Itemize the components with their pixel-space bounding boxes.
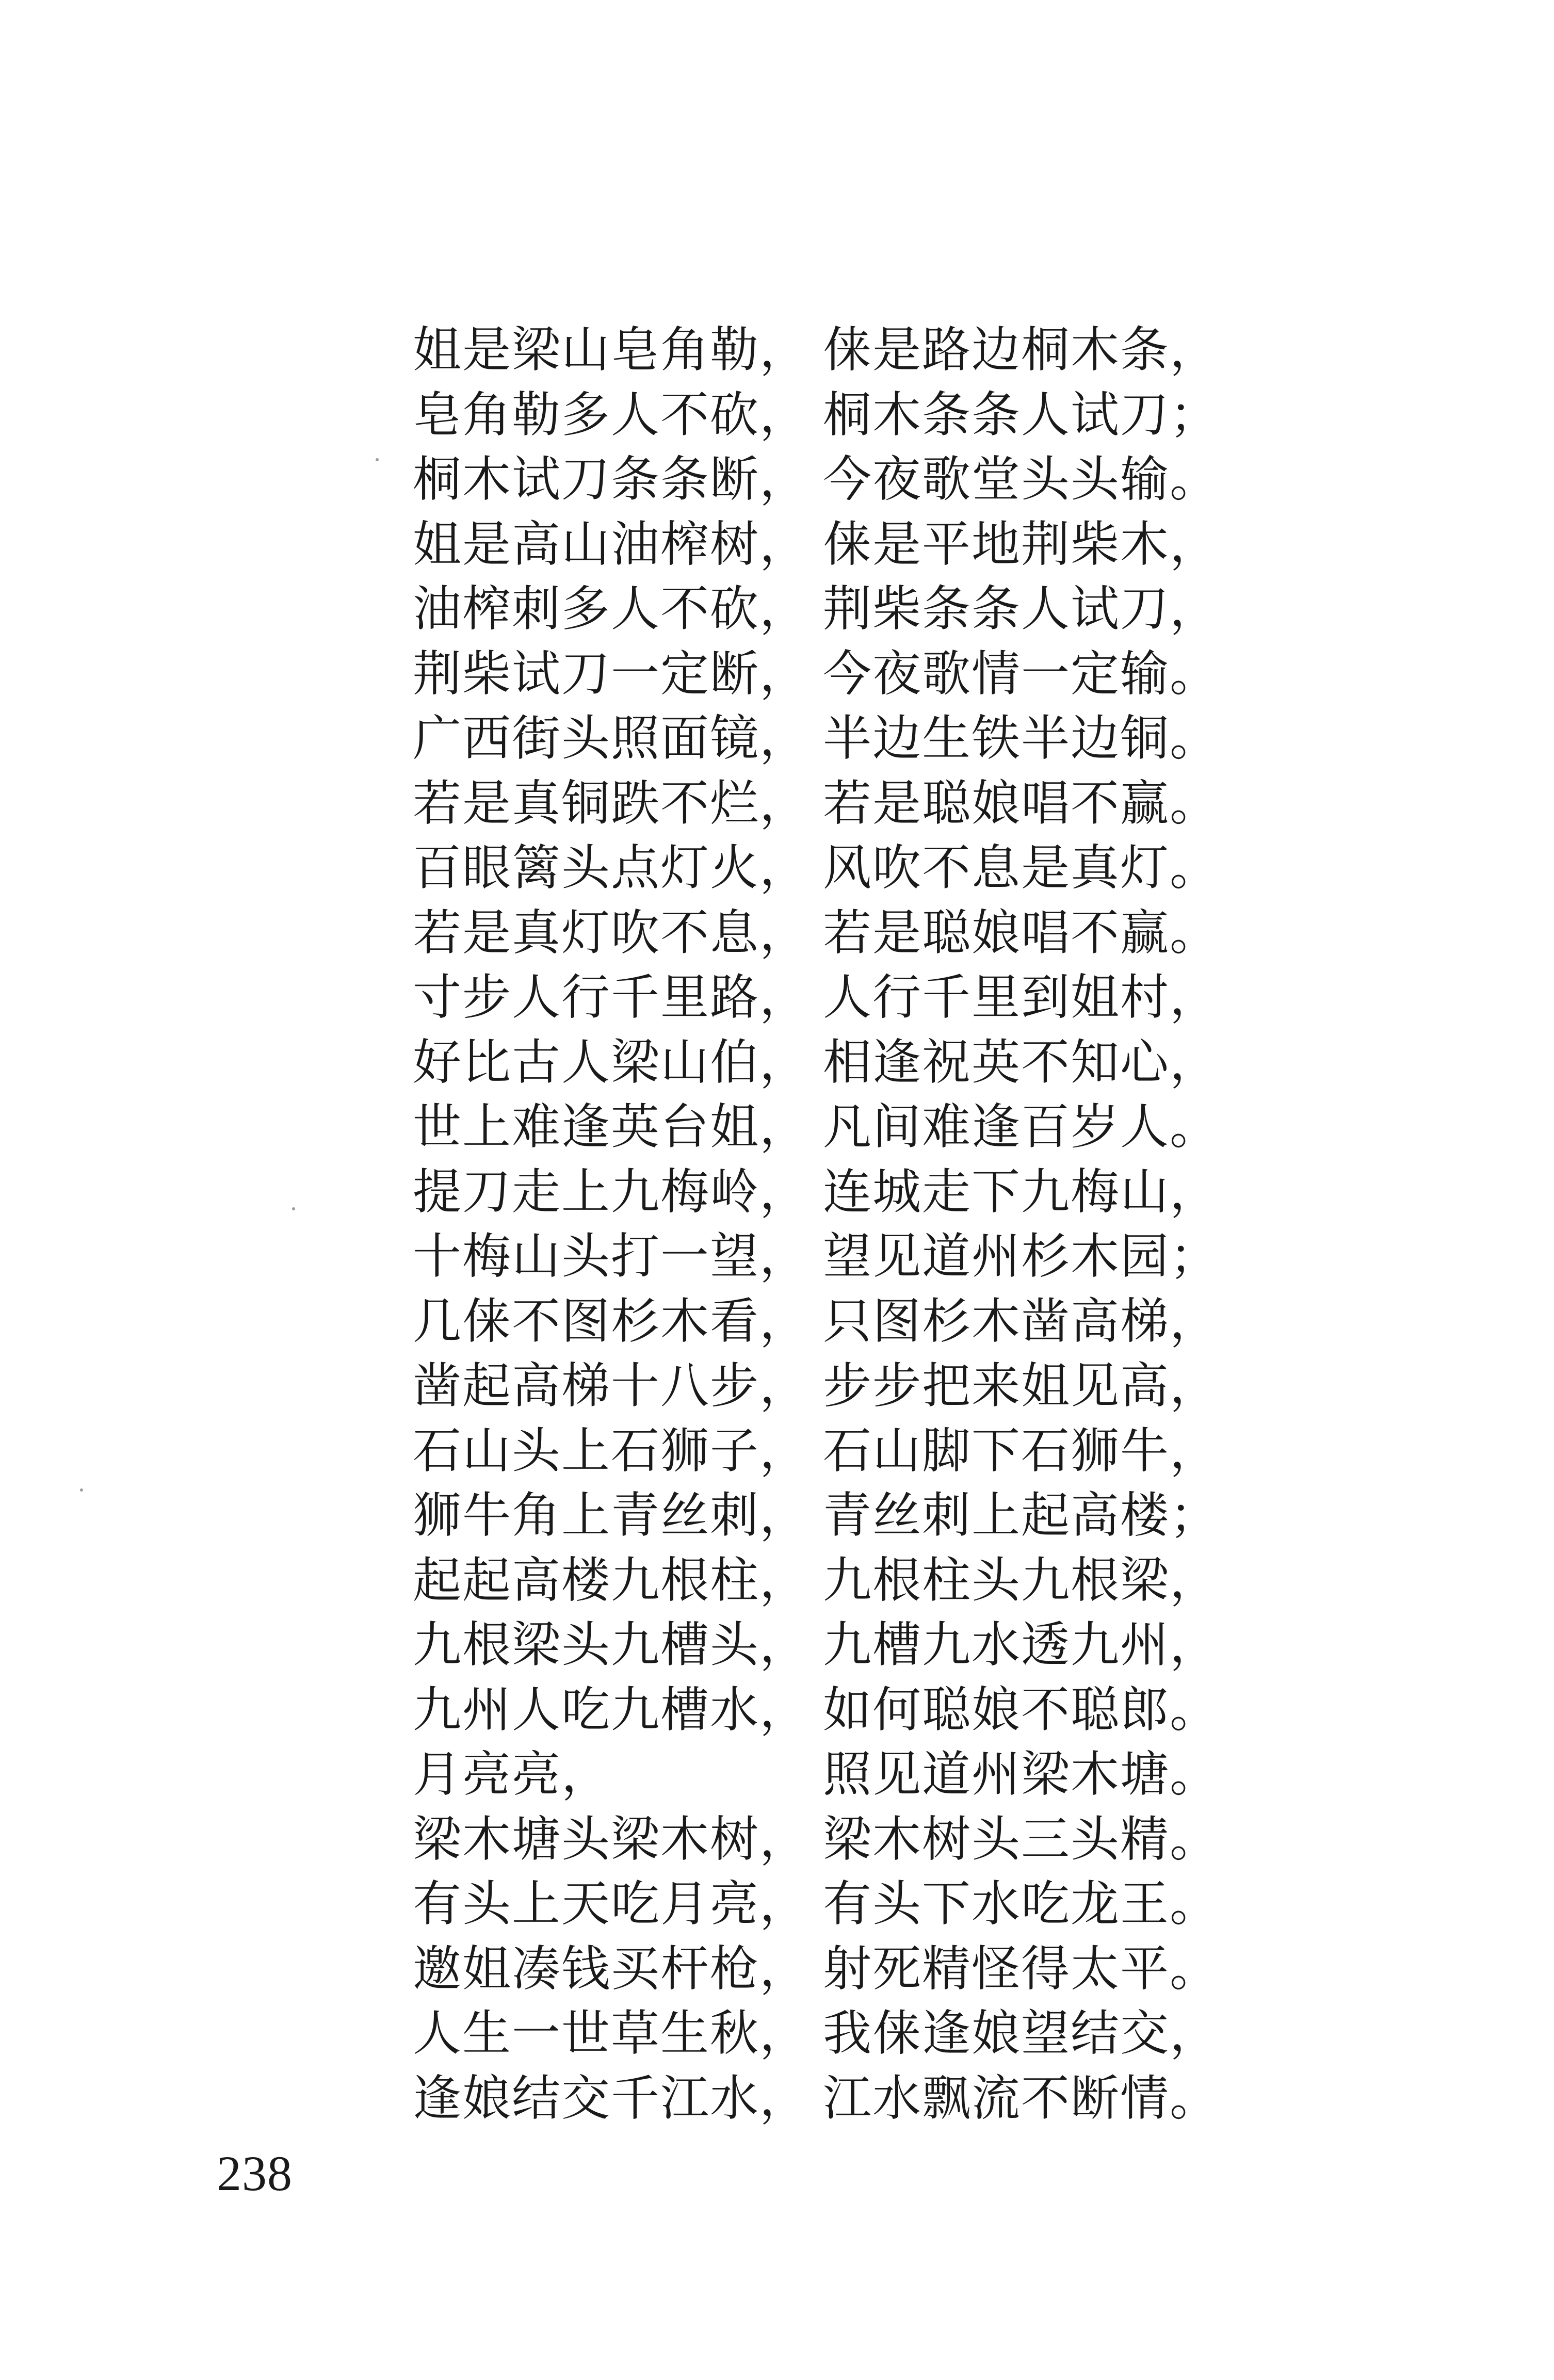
poem-line-left: 逢娘结交千江水， [413, 2070, 810, 2127]
poem-line-right: 梁木树头三头精。 [823, 1811, 1220, 1868]
poem-line-left: 荆柴试刀一定断， [413, 646, 810, 702]
poem-line-right: 射死精怪得太平。 [823, 1941, 1220, 1997]
poem-line-right: 俫是路边桐木条， [823, 322, 1220, 378]
poem-line-right: 青丝刺上起高楼； [823, 1487, 1220, 1544]
scan-speck [292, 1207, 295, 1210]
poem-line-right: 九根柱头九根梁， [823, 1552, 1220, 1609]
poem-line-right: 今夜歌堂头头输。 [823, 451, 1220, 508]
poem-line-right: 风吹不息是真灯。 [823, 840, 1220, 896]
poem-line-left: 十梅山头打一望， [413, 1228, 810, 1285]
poem-line-right: 连城走下九梅山， [823, 1164, 1220, 1220]
poem-line-left: 皂角勒多人不砍， [413, 387, 810, 443]
poem-line-left: 提刀走上九梅岭， [413, 1164, 810, 1220]
poem-line-left: 九州人吃九槽水， [413, 1682, 810, 1738]
poem-line-right: 桐木条条人试刀； [823, 387, 1220, 443]
poem-line-right: 石山脚下石狮牛， [823, 1423, 1220, 1479]
poem-line-left: 石山头上石狮子， [413, 1423, 810, 1479]
poem-line-left: 狮牛角上青丝刺， [413, 1487, 810, 1544]
poem-line-left: 月亮亮， [413, 1746, 611, 1803]
poem-line-right: 相逢祝英不知心， [823, 1034, 1220, 1091]
poem-line-left: 九根梁头九槽头， [413, 1617, 810, 1673]
poem-line-right: 若是聪娘唱不赢。 [823, 905, 1220, 961]
poem-line-left: 邀姐凑钱买杆枪， [413, 1941, 810, 1997]
poem-line-right: 人行千里到姐村， [823, 969, 1220, 1026]
poem-line-right: 照见道州梁木塘。 [823, 1746, 1220, 1803]
poem-line-left: 百眼篱头点灯火， [413, 840, 810, 896]
poem-line-left: 若是真铜跌不烂， [413, 775, 810, 832]
poem-line-left: 有头上天吃月亮， [413, 1876, 810, 1932]
poem-line-left: 油榨刺多人不砍， [413, 581, 810, 637]
scan-speck [80, 1488, 83, 1492]
poem-line-right: 俫是平地荆柴木， [823, 516, 1220, 573]
poem-line-left: 梁木塘头梁木树， [413, 1811, 810, 1868]
poem-line-left: 姐是高山油榨树， [413, 516, 810, 573]
scan-speck [376, 458, 379, 461]
poem-line-left: 桐木试刀条条断， [413, 451, 810, 508]
poem-line-right: 望见道州杉木园； [823, 1228, 1220, 1285]
poem-line-right: 九槽九水透九州， [823, 1617, 1220, 1673]
poem-line-left: 若是真灯吹不息， [413, 905, 810, 961]
poem-line-right: 如何聪娘不聪郎。 [823, 1682, 1220, 1738]
poem-line-left: 姐是梁山皂角勒， [413, 322, 810, 378]
poem-line-right: 有头下水吃龙王。 [823, 1876, 1220, 1932]
poem-line-left: 好比古人梁山伯， [413, 1034, 810, 1091]
poem-line-left: 几俫不图杉木看， [413, 1293, 810, 1350]
poem-line-right: 只图杉木凿高梯， [823, 1293, 1220, 1350]
poem-line-right: 今夜歌情一定输。 [823, 646, 1220, 702]
poem-line-right: 我俫逢娘望结交， [823, 2005, 1220, 2062]
poem-line-right: 半边生铁半边铜。 [823, 710, 1220, 767]
poem-line-right: 若是聪娘唱不赢。 [823, 775, 1220, 832]
poem-line-left: 起起高楼九根柱， [413, 1552, 810, 1609]
poem-line-left: 人生一世草生秋， [413, 2005, 810, 2062]
poem-line-left: 凿起高梯十八步， [413, 1358, 810, 1414]
poem-line-right: 荆柴条条人试刀， [823, 581, 1220, 637]
poem-line-left: 寸步人行千里路， [413, 969, 810, 1026]
poem-line-right: 江水飘流不断情。 [823, 2070, 1220, 2127]
poem-line-left: 广西街头照面镜， [413, 710, 810, 767]
poem-line-right: 步步把来姐见高， [823, 1358, 1220, 1414]
poem-line-left: 世上难逢英台姐， [413, 1099, 810, 1155]
poem-line-right: 凡间难逢百岁人。 [823, 1099, 1220, 1155]
page-number: 238 [217, 2146, 293, 2201]
